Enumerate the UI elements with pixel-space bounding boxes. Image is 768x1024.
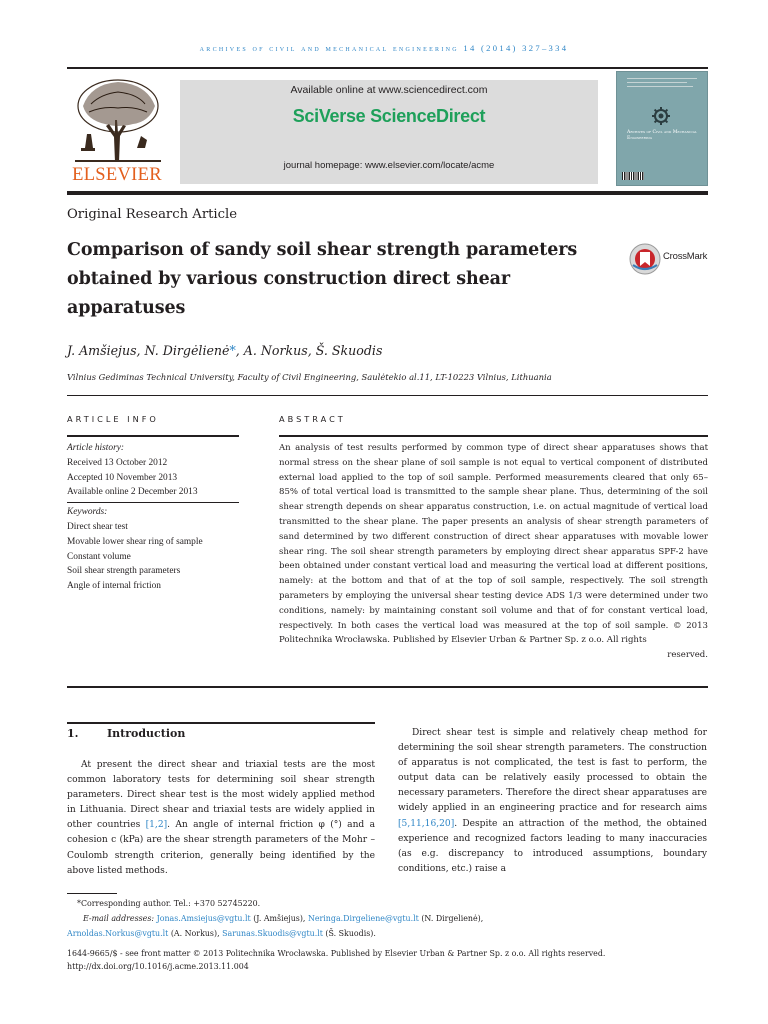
cover-line: [627, 82, 687, 83]
email-line: [67, 926, 708, 941]
crossmark-label: CrossMark: [663, 251, 708, 262]
intro-right-column: [398, 726, 707, 877]
email-owner: (N. Dirgelienė),: [418, 914, 484, 923]
elsevier-tree-icon: [71, 76, 165, 164]
abstract-text: An analysis of test results performed by common type of direct shear apparatuses shows that normal stress on the shear plane of soil sample is not equal to vertical component of distributed external load applied to the top of soil sample. Performed measurements cleared that only 65–85% of total vertical load is transmitted to the sample shear plane. Thus, determining of the soil shear strength depends on shear apparatus construction, i.e. on actual magnitude of vertical load transmitted to the shear plane. The paper presents an analysis of shear strength parameters of sand determined by two different construction of direct shear apparatuses with movable lower shear ring. The soil shear strength parameters by employing direct shear apparatus SPF-2 have been obtained under constant vertical load and measuring the vertical load at different positions, namely: at the bottom and that of at the top of soil sample, respectively. The soil strength parameters by employing the universal shear testing device ADS 1/3 were determined under two conditions, namely: by maintaining constant soil volume and that of for constant vertical load, respectively. In both cases the vertical load was measured at the top of soil sample. © 2013 Politechnika Wrocławska. Published by Elsevier Urban & Partner Sp. z o.o. All rights: [279, 443, 708, 646]
intro-text: At present the direct shear and triaxial tests are the most common laboratory tests for determining soil shear strength parameters. Direct shear test is the most widely applied method in Lithuania. Direct shear and triaxial tests are widely applied in other countries: [67, 760, 375, 831]
journal-cover-thumbnail[interactable]: [616, 71, 708, 186]
citation-link[interactable]: [5,11,16,20]: [398, 818, 455, 829]
history-accepted: Accepted 10 November 2013: [67, 472, 178, 483]
keyword: Soil shear strength parameters: [67, 566, 181, 577]
email-link[interactable]: Jonas.Amsiejus@vgtu.lt: [156, 914, 251, 923]
footnote-rule: [67, 893, 117, 894]
available-online-text: Available online at www.sciencedirect.com: [290, 84, 488, 96]
keyword: Direct shear test: [67, 521, 128, 532]
article-type: Original Research Article: [67, 207, 238, 222]
abstract-rule: [279, 435, 708, 437]
author-names: J. Amšiejus, N. Dirgėlienė: [67, 343, 230, 358]
section-heading-introduction: [67, 727, 185, 740]
affiliation: Vilnius Gediminas Technical University, Faculty of Civil Engineering, Saulėtekio al.11, LT-10223 Vilnius, Lithuania: [67, 372, 552, 382]
intro-left-column: [67, 758, 375, 879]
keywords-label: Keywords:: [67, 507, 108, 518]
email-link[interactable]: Arnoldas.Norkus@vgtu.lt: [67, 929, 169, 938]
running-head: archives of civil and mechanical engineering 14 (2014) 327–334: [199, 43, 569, 53]
author-names-rest: , A. Norkus, Š. Skuodis: [235, 343, 383, 358]
abstract-heading: ABSTRACT: [279, 414, 346, 424]
history-received: Received 13 October 2012: [67, 457, 168, 468]
article-info-rule: [67, 435, 239, 437]
intro-paragraph: [67, 758, 375, 879]
history-online: Available online 2 December 2013: [67, 487, 198, 498]
gear-icon: [651, 106, 671, 126]
sciencedirect-banner[interactable]: [180, 80, 598, 184]
intro-text: Direct shear test is simple and relatively cheap method for determining the soil shear strength parameters. The construction of apparatus is not complicated, the test is fast to perform, the output data can be relatively easily processed to obtain the necessary parameters. Therefore the direct shear apparatuses are widely applied in an engineering practice and for research aims: [398, 728, 707, 814]
elsevier-logo[interactable]: [67, 74, 169, 186]
section-number: 1.: [67, 727, 79, 740]
header-bottom-rule: [67, 191, 708, 195]
elsevier-wordmark: ELSEVIER: [72, 165, 162, 185]
intro-text: . Despite an attraction of the method, the obtained experience and recognized factors leading to many inaccuracies (as e.g. discrepancy to introduced assumptions, boundary conditions, etc.) raise a: [398, 818, 707, 874]
corresponding-author-marker[interactable]: *: [229, 343, 236, 358]
citation-link[interactable]: [1,2]: [145, 820, 168, 831]
keyword: Angle of internal friction: [67, 581, 161, 592]
affiliation-rule: [67, 395, 708, 396]
barcode-icon: [622, 172, 644, 180]
article-title: Comparison of sandy soil shear strength parameters obtained by various construction direct shear apparatuses: [67, 240, 578, 318]
intro-text: . An angle of internal friction φ (°) and a cohesion c (kPa) are the shear strength parameters of the Mohr – Coulomb strength criterion, generally being identified by the above listed methods.: [67, 820, 375, 876]
crossmark-icon: [629, 243, 661, 275]
abstract-body: [279, 441, 708, 663]
crossmark-badge[interactable]: [629, 243, 709, 273]
bottom-info: [67, 947, 708, 973]
email-link[interactable]: Sarunas.Skuodis@vgtu.lt: [222, 929, 323, 938]
email-line: [67, 911, 708, 926]
header-top-rule: [67, 67, 708, 69]
email-owner: (J. Amšiejus),: [250, 914, 308, 923]
email-label: E-mail addresses:: [83, 914, 155, 923]
issn-line: 1644-9665/$ - see front matter © 2013 Politechnika Wrocławska. Published by Elsevier Urban & Partner Sp. z o.o. All rights reserved.: [67, 949, 606, 958]
abstract-copyright-end: reserved.: [667, 650, 708, 661]
history-label: Article history:: [67, 443, 125, 453]
history-rule: [67, 502, 239, 503]
email-owner: (Š. Skuodis).: [322, 929, 376, 938]
cover-title: Archives of Civil and Mechanical Engineering: [627, 130, 697, 141]
corresponding-author-note: *Corresponding author. Tel.: +370 52745220.: [77, 899, 261, 908]
article-info-heading: ARTICLE INFO: [67, 414, 159, 424]
email-link[interactable]: Neringa.Dirgeliene@vgtu.lt: [307, 914, 419, 923]
intro-paragraph: [398, 726, 707, 877]
footnote: [67, 896, 708, 941]
cover-line: [627, 86, 693, 87]
author-list: [67, 343, 382, 358]
email-owner: (A. Norkus),: [168, 929, 223, 938]
section-title: Introduction: [107, 727, 186, 740]
keyword: Constant volume: [67, 551, 131, 562]
cover-line: [627, 78, 697, 79]
doi-link[interactable]: http://dx.doi.org/10.1016/j.acme.2013.11.004: [67, 962, 249, 971]
keyword: Movable lower shear ring of sample: [67, 536, 203, 547]
sciencedirect-brand: SciVerse ScienceDirect: [292, 106, 486, 126]
front-matter-rule: [67, 686, 708, 688]
journal-homepage-text: journal homepage: www.elsevier.com/locate/acme: [283, 160, 495, 171]
intro-rule: [67, 722, 375, 724]
article-info-panel: [67, 441, 239, 594]
